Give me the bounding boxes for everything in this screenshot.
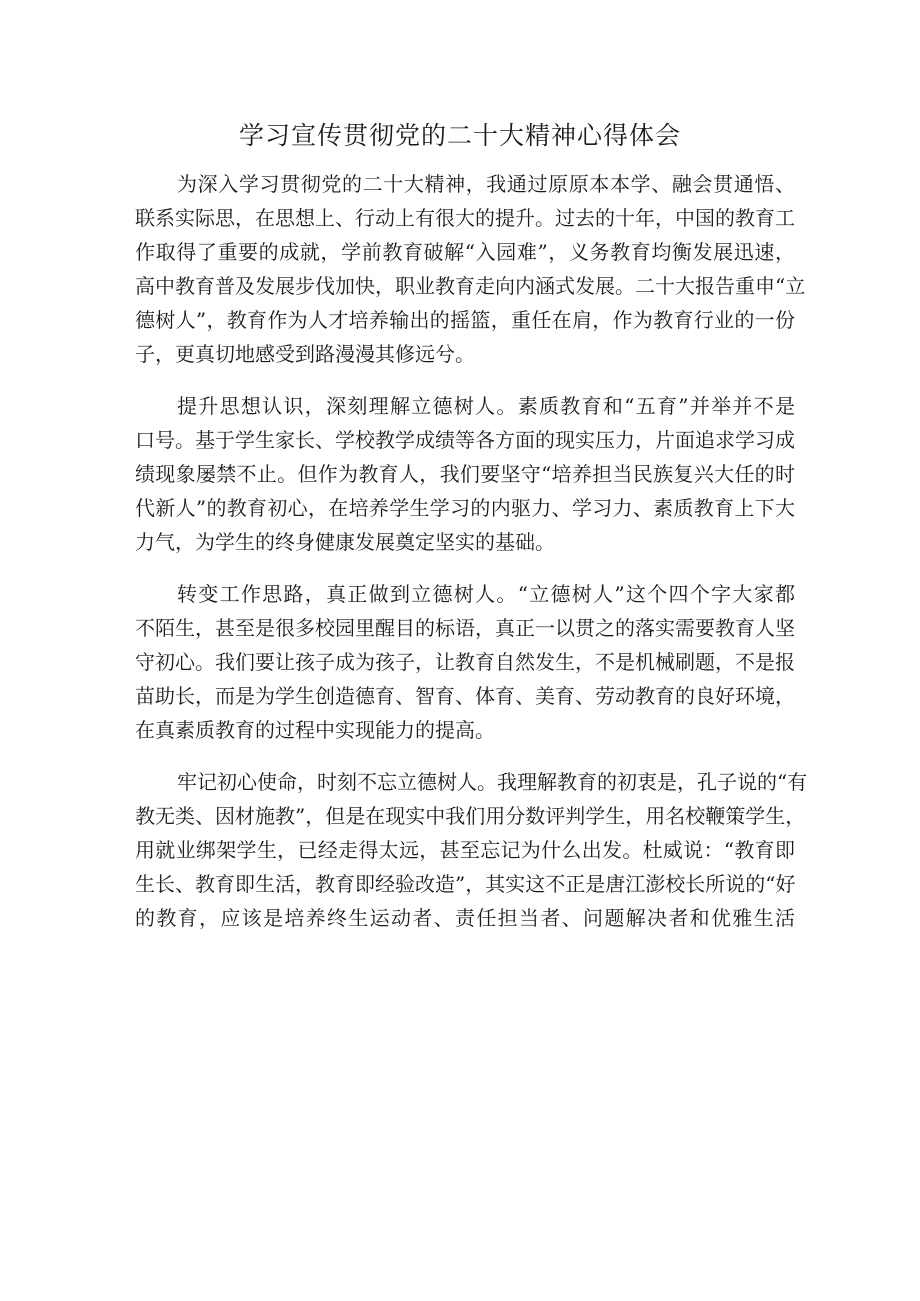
paragraph-line: 作取得了重要的成就，学前教育破解“入园难”，义务教育均衡发展迅速， <box>135 240 795 264</box>
paragraph-line: 口号。基于学生家长、学校教学成绩等各方面的现实压力，片面追求学习成 <box>135 428 795 452</box>
paragraph-line: 为深入学习贯彻党的二十大精神，我通过原原本本学、融会贯通悟、 <box>177 172 795 196</box>
paragraph-line: 牢记初心使命，时刻不忘立德树人。我理解教育的初衷是，孔子说的“有 <box>177 770 808 794</box>
paragraph <box>135 167 806 371</box>
paragraph-line: 高中教育普及发展步伐加快，职业教育走向内涵式发展。二十大报告重申“立 <box>135 274 806 298</box>
paragraph-line: 用就业绑架学生，已经走得太远，甚至忘记为什么出发。杜威说：“教育即 <box>135 838 795 862</box>
paragraph-line: 力气，为学生的终身健康发展奠定坚实的基础。 <box>135 530 555 554</box>
paragraph-line: 联系实际思，在思想上、行动上有很大的提升。过去的十年，中国的教育工 <box>135 206 795 230</box>
document-body <box>135 167 808 953</box>
paragraph-line: 不陌生，甚至是很多校园里醒目的标语，真正一以贯之的落实需要教育人坚 <box>135 616 795 640</box>
paragraph-line: 在真素质教育的过程中实现能力的提高。 <box>135 718 495 742</box>
paragraph-line: 代新人”的教育初心，在培养学生学习的内驱力、学习力、素质教育上下大 <box>135 496 795 520</box>
paragraph-line: 绩现象屡禁不止。但作为教育人，我们要坚守“培养担当民族复兴大任的时 <box>135 462 795 486</box>
paragraph <box>135 765 808 935</box>
document-title: 学习宣传贯彻党的二十大精神心得体会 <box>238 121 681 150</box>
paragraph-line: 的教育，应该是培养终生运动者、责任担当者、问题解决者和优雅生活 <box>135 906 795 930</box>
paragraph-line: 德树人”，教育作为人才培养输出的摇篮，重任在肩，作为教育行业的一份 <box>135 308 795 332</box>
paragraph-line: 提升思想认识，深刻理解立德树人。素质教育和“五育”并举并不是 <box>177 394 795 418</box>
paragraph <box>135 389 795 559</box>
paragraph-line: 守初心。我们要让孩子成为孩子，让教育自然发生，不是机械刷题，不是报 <box>135 650 795 674</box>
paragraph-line: 苗助长，而是为学生创造德育、智育、体育、美育、劳动教育的良好环境， <box>135 684 795 708</box>
paragraph-line: 教无类、因材施教”，但是在现实中我们用分数评判学生，用名校鞭策学生， <box>135 804 806 828</box>
paragraph-line: 子，更真切地感受到路漫漫其修远兮。 <box>135 342 475 366</box>
paragraph-line: 转变工作思路，真正做到立德树人。“立德树人”这个四个字大家都 <box>177 582 795 606</box>
paragraph <box>135 577 795 747</box>
paragraph-line: 生长、教育即生活，教育即经验改造”，其实这不正是唐江澎校长所说的“好 <box>135 872 796 896</box>
